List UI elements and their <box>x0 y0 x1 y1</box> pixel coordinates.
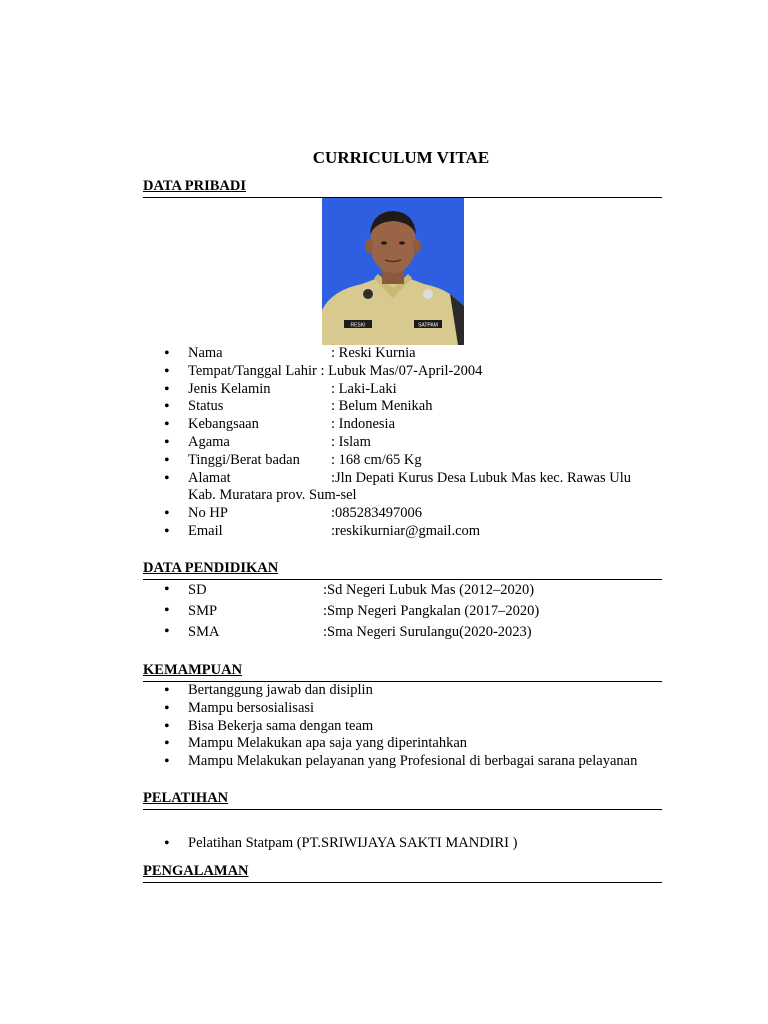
section-heading-pribadi: DATA PRIBADI <box>143 178 662 198</box>
badge-name-text: RESKI <box>350 322 366 329</box>
list-item: • Jenis Kelamin : Laki-Laki <box>143 381 673 399</box>
list-item: • Mampu Melakukan pelayanan yang Profesional di berbagai sarana pelayanan <box>143 753 673 771</box>
list-item: • Email :reskikurniar@gmail.com <box>143 523 673 541</box>
badge-role-text: SATPAM <box>418 322 438 329</box>
profile-photo <box>322 198 464 345</box>
skills-list <box>143 682 673 771</box>
page-title: CURRICULUM VITAE <box>312 148 490 167</box>
section-heading-pengalaman: PENGALAMAN <box>143 863 662 883</box>
list-item: • Tempat/Tanggal Lahir : Lubuk Mas/07-April-2004 <box>143 363 673 381</box>
section-heading-kemampuan: KEMAMPUAN <box>143 662 662 682</box>
list-item: • Agama : Islam <box>143 434 673 452</box>
list-item: • Mampu Melakukan apa saja yang diperintahkan <box>143 735 673 753</box>
list-item: • Mampu bersosialisasi <box>143 700 673 718</box>
personal-data-list <box>143 345 673 541</box>
list-item: • SMP :Smp Negeri Pangkalan (2017–2020) <box>143 601 673 622</box>
training-list <box>143 835 673 853</box>
profile-photo-image <box>322 198 464 345</box>
list-item: • Pelatihan Statpam (PT.SRIWIJAYA SAKTI MANDIRI ) <box>143 835 673 853</box>
list-item: • Bertanggung jawab dan disiplin <box>143 682 673 700</box>
list-item: • Nama : Reski Kurnia <box>143 345 673 363</box>
section-heading-pelatihan: PELATIHAN <box>143 790 662 810</box>
list-item: • No HP :085283497006 <box>143 505 673 523</box>
list-item: • Tinggi/Berat badan : 168 cm/65 Kg <box>143 452 673 470</box>
section-heading-pendidikan: DATA PENDIDIKAN <box>143 560 662 580</box>
list-item: • Bisa Bekerja sama dengan team <box>143 718 673 736</box>
list-item: • Kebangsaan : Indonesia <box>143 416 673 434</box>
list-item: • SMA :Sma Negeri Surulangu(2020-2023) <box>143 622 673 643</box>
list-item: • Status : Belum Menikah <box>143 398 673 416</box>
list-item: • SD :Sd Negeri Lubuk Mas (2012–2020) <box>143 580 673 601</box>
education-list <box>143 580 673 642</box>
list-item: • Alamat :Jln Depati Kurus Desa Lubuk Mas kec. Rawas Ulu Kab. Muratara prov. Sum-sel <box>143 470 673 506</box>
